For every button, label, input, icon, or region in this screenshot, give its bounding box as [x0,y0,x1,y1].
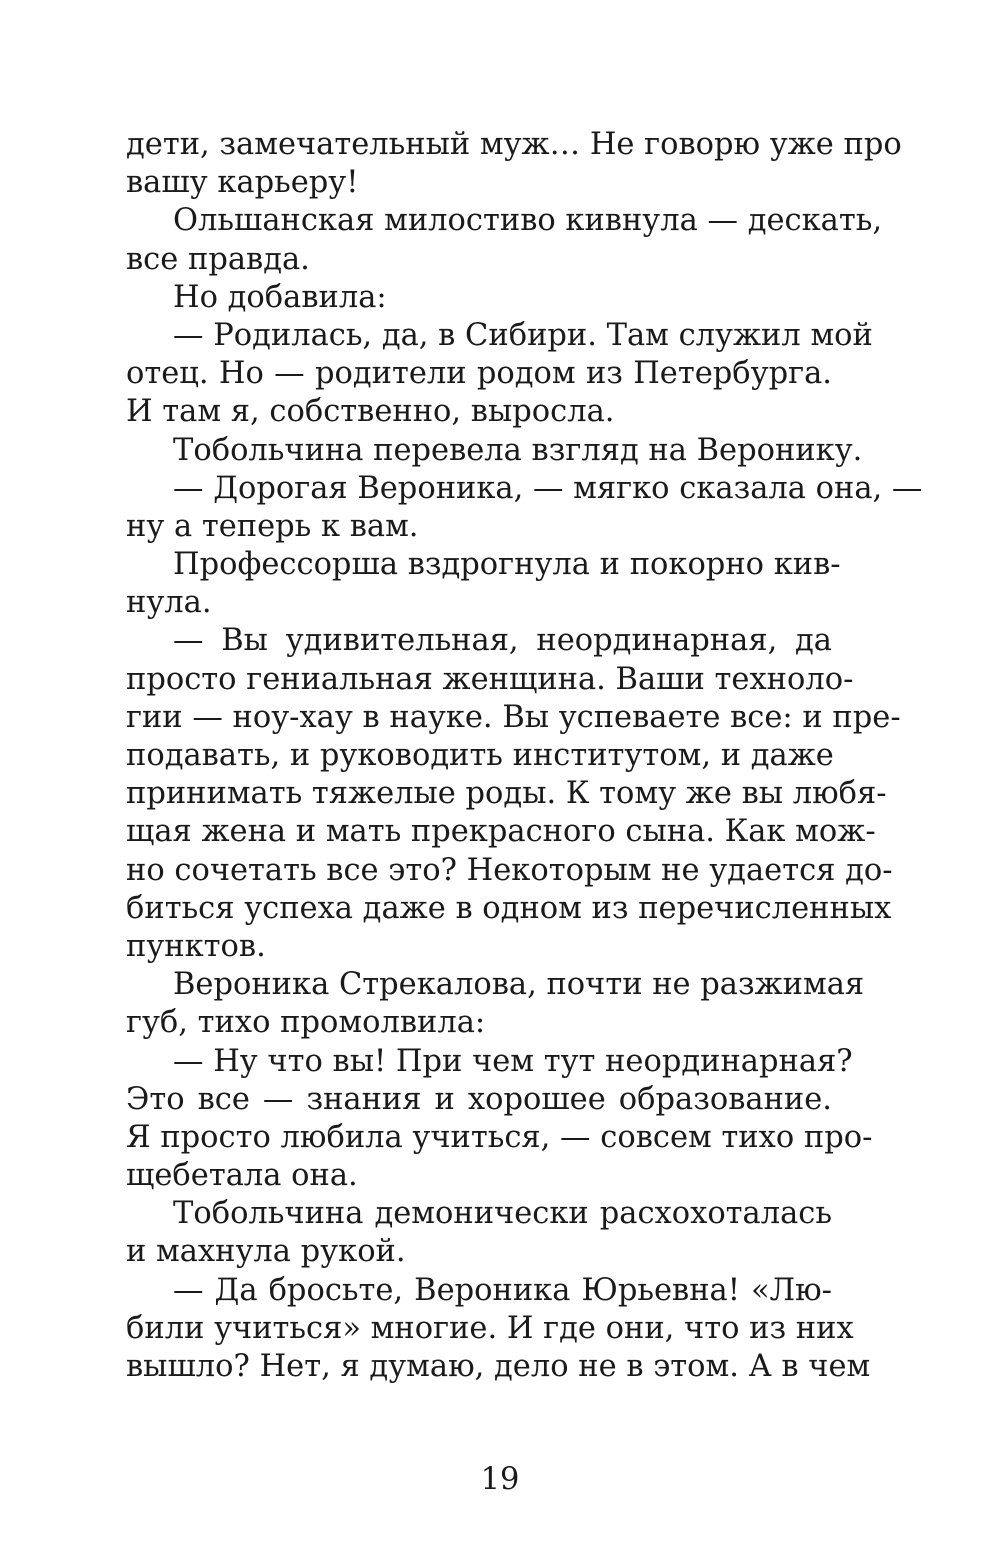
text-line: пунктов. [126,928,266,964]
text-line: но сочетать все это? Некоторым не удается до- [126,852,893,888]
text-line: просто гениальная женщина. Ваши техноло- [126,661,854,697]
text-line: все правда. [126,241,310,277]
text-line: нула. [126,585,212,621]
text-line: губ, тихо промолвила: [126,1005,486,1041]
text-line: отец. Но — родители родом из Петербурга. [126,356,832,392]
text-line: Ольшанская милостиво кивнула — дескать, [173,203,883,239]
text-line: принимать тяжелые роды. К тому же вы любя- [126,776,887,812]
page-number: 19 [480,1462,520,1497]
text-line: — Родилась, да, в Сибири. Там служил мой [173,317,873,353]
text-line: Это все — знания и хорошее образование. [126,1081,832,1117]
text-line: — Вы удивительная, неординарная, да [173,623,832,659]
text-line: Тобольчина перевела взгляд на Веронику. [173,432,863,468]
text-line: вашу карьеру! [126,165,359,201]
text-line: Вероника Стрекалова, почти не разжимая [173,967,865,1003]
text-line: и махнула рукой. [126,1234,406,1270]
text-line: — Да бросьте, Вероника Юрьевна! «Лю- [173,1272,832,1308]
text-line: подавать, и руководить институтом, и даже [126,738,834,773]
text-line: щебетала она. [126,1158,358,1194]
text-line: Тобольчина демонически расхохоталась [173,1196,832,1232]
body-text [126,126,923,1386]
text-line: — Ну что вы! При чем тут неординарная? [173,1043,853,1079]
text-line: гии — ноу-хау в науке. Вы успеваете все: и пре- [126,699,901,735]
text-line: щая жена и мать прекрасного сына. Как мож- [126,814,876,850]
text-line: вышло? Нет, я думаю, дело не в этом. А в чем [126,1349,871,1384]
text-line: И там я, собственно, выросла. [126,394,615,430]
text-line: — Дорогая Вероника, — мягко сказала она, — [173,470,923,506]
text-line: Но добавила: [173,279,387,315]
text-line: били учиться» многие. И где они, что из них [126,1310,854,1346]
text-line: Профессорша вздрогнула и покорно кив- [173,547,841,583]
text-line: Я просто любила учиться, — совсем тихо про- [126,1119,873,1155]
text-line: ну а теперь к вам. [126,508,419,544]
text-line: биться успеха даже в одном из перечисленных [126,890,892,926]
text-line: дети, замечательный муж… Не говорю уже про [126,127,902,162]
